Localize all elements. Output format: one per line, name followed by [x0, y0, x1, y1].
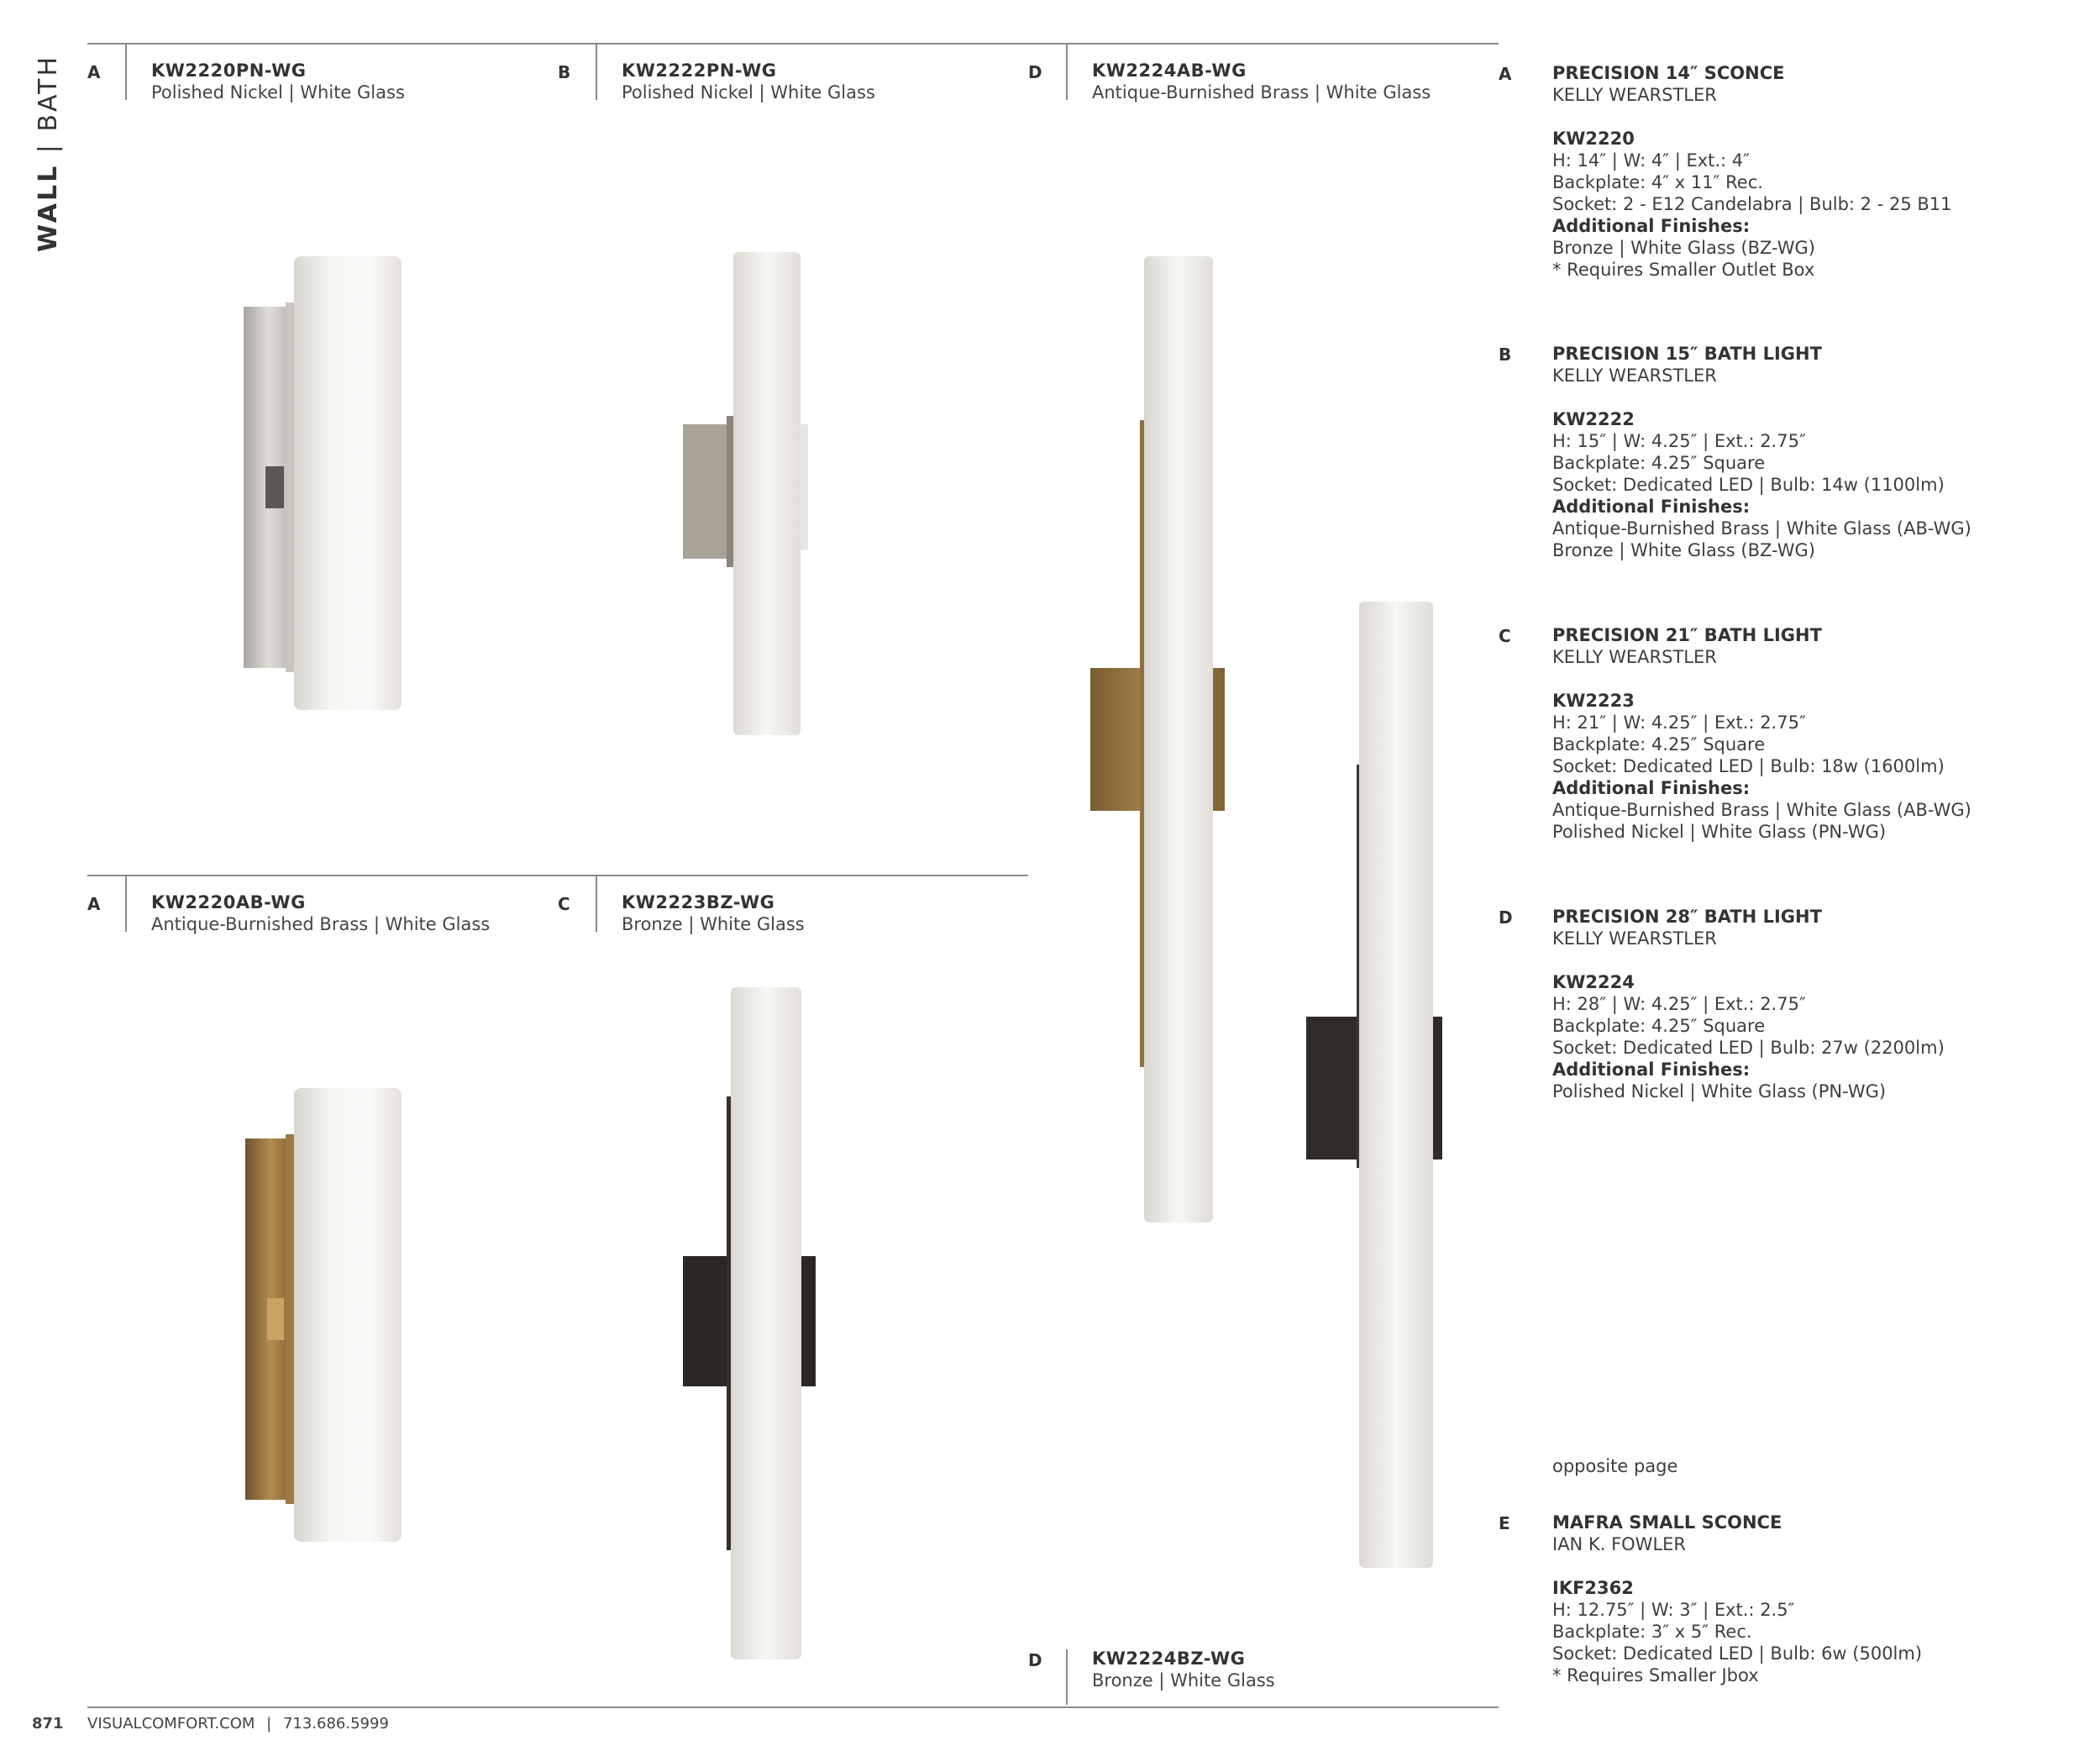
bottom-rule — [87, 1706, 1499, 1708]
spec-designer: KELLY WEARSTLER — [1552, 365, 1717, 386]
product-letter: D — [1028, 1650, 1042, 1670]
spec-note: * Requires Smaller Jbox — [1552, 1665, 1759, 1685]
spec-socket: Socket: 2 - E12 Candelabra | Bulb: 2 - 25 B11 — [1552, 194, 1952, 214]
spec-block — [1552, 624, 2090, 843]
spec-model: KW2222 — [1552, 409, 1635, 429]
spec-letter: D — [1499, 907, 1513, 928]
spec-letter: B — [1499, 344, 1512, 365]
spec-block — [1552, 343, 2090, 561]
product-finish: Antique-Burnished Brass | White Glass — [1092, 82, 1431, 103]
spec-dimensions: H: 28″ | W: 4.25″ | Ext.: 2.75″ — [1552, 994, 1806, 1014]
product-finish: Polished Nickel | White Glass — [622, 82, 875, 103]
spec-backplate: Backplate: 4.25″ Square — [1552, 1016, 1766, 1036]
product-code: KW2223BZ-WG — [622, 892, 775, 912]
spec-block — [1552, 62, 2090, 281]
opposite-page-label — [1552, 1455, 2090, 1477]
spec-name: PRECISION 21″ BATH LIGHT — [1552, 625, 1822, 645]
footer-separator: | — [266, 1715, 272, 1733]
spec-backplate: Backplate: 4.25″ Square — [1552, 453, 1766, 473]
footer-contact — [87, 1715, 389, 1733]
spec-model: KW2224 — [1552, 972, 1635, 992]
product-caption — [151, 60, 405, 103]
spec-designer: KELLY WEARSTLER — [1552, 928, 1717, 949]
sconce-kw2220ab-image — [235, 1075, 420, 1563]
spec-finish: Antique-Burnished Brass | White Glass (AB-WG) — [1552, 800, 1971, 820]
product-caption — [622, 892, 805, 934]
top-rule — [87, 43, 1499, 45]
spec-finish: Bronze | White Glass (BZ-WG) — [1552, 540, 1815, 560]
spec-note: * Requires Smaller Outlet Box — [1552, 260, 1815, 280]
section-label-separator: | — [34, 142, 63, 154]
spec-designer: KELLY WEARSTLER — [1552, 647, 1717, 667]
spec-model: KW2223 — [1552, 691, 1635, 711]
section-label — [34, 55, 63, 252]
section-label-bold: WALL — [34, 163, 63, 252]
product-code: KW2222PN-WG — [622, 60, 777, 81]
spec-designer: IAN K. FOWLER — [1552, 1534, 1686, 1554]
spec-name: PRECISION 14″ SCONCE — [1552, 63, 1785, 83]
spec-block — [1552, 906, 2090, 1102]
product-finish: Bronze | White Glass — [1092, 1670, 1275, 1691]
product-caption — [151, 892, 490, 934]
opposite-label: opposite page — [1552, 1456, 1678, 1476]
spec-backplate: Backplate: 3″ x 5″ Rec. — [1552, 1622, 1752, 1642]
product-caption — [1092, 1648, 1275, 1691]
caption-divider — [125, 45, 127, 100]
sconce-kw2220pn-image — [235, 244, 420, 731]
product-code: KW2220PN-WG — [151, 60, 307, 81]
caption-divider — [125, 876, 127, 932]
spec-finishes-label: Additional Finishes: — [1552, 497, 1751, 517]
spec-letter: E — [1499, 1513, 1510, 1533]
spec-backplate: Backplate: 4.25″ Square — [1552, 734, 1766, 755]
product-caption — [1092, 60, 1431, 103]
product-letter: C — [558, 894, 570, 914]
middle-rule — [87, 875, 1028, 876]
spec-socket: Socket: Dedicated LED | Bulb: 14w (1100lm) — [1552, 475, 1945, 495]
product-code: KW2224AB-WG — [1092, 60, 1247, 81]
spec-name: PRECISION 15″ BATH LIGHT — [1552, 344, 1822, 364]
spec-dimensions: H: 12.75″ | W: 3″ | Ext.: 2.5″ — [1552, 1600, 1795, 1620]
sconce-kw2223bz-image — [676, 983, 819, 1664]
product-finish: Antique-Burnished Brass | White Glass — [151, 914, 491, 934]
sconce-kw2224ab-image — [1088, 252, 1239, 1227]
product-letter: D — [1028, 62, 1042, 82]
spec-block — [1552, 1512, 2090, 1686]
spec-socket: Socket: Dedicated LED | Bulb: 18w (1600lm) — [1552, 756, 1945, 776]
spec-designer: KELLY WEARSTLER — [1552, 85, 1717, 105]
product-letter: A — [87, 62, 101, 82]
spec-finish: Polished Nickel | White Glass (PN-WG) — [1552, 822, 1887, 842]
spec-dimensions: H: 21″ | W: 4.25″ | Ext.: 2.75″ — [1552, 712, 1806, 733]
product-finish: Polished Nickel | White Glass — [151, 82, 405, 103]
spec-socket: Socket: Dedicated LED | Bulb: 27w (2200lm) — [1552, 1038, 1945, 1058]
spec-letter: C — [1499, 626, 1511, 646]
caption-divider — [596, 45, 597, 100]
spec-finishes-label: Additional Finishes: — [1552, 1060, 1751, 1080]
spec-model: KW2220 — [1552, 129, 1635, 149]
footer-site: VISUALCOMFORT.COM — [87, 1715, 255, 1733]
product-caption — [622, 60, 875, 103]
spec-socket: Socket: Dedicated LED | Bulb: 6w (500lm) — [1552, 1643, 1923, 1664]
caption-divider — [1066, 45, 1068, 100]
caption-divider — [1066, 1649, 1068, 1705]
spec-dimensions: H: 15″ | W: 4.25″ | Ext.: 2.75″ — [1552, 431, 1806, 451]
spec-finishes-label: Additional Finishes: — [1552, 216, 1751, 236]
spec-name: MAFRA SMALL SCONCE — [1552, 1512, 1782, 1533]
product-letter: A — [87, 894, 101, 914]
spec-finishes-label: Additional Finishes: — [1552, 778, 1751, 798]
product-finish: Bronze | White Glass — [622, 914, 805, 934]
spec-letter: A — [1499, 64, 1512, 84]
page-number: 871 — [32, 1715, 64, 1733]
spec-finish: Polished Nickel | White Glass (PN-WG) — [1552, 1081, 1887, 1102]
spec-finish: Bronze | White Glass (BZ-WG) — [1552, 238, 1815, 258]
caption-divider — [596, 876, 597, 932]
product-code: KW2220AB-WG — [151, 892, 306, 912]
spec-backplate: Backplate: 4″ x 11″ Rec. — [1552, 172, 1763, 192]
sconce-kw2224bz-image — [1302, 597, 1445, 1571]
product-code: KW2224BZ-WG — [1092, 1648, 1246, 1669]
product-letter: B — [558, 62, 571, 82]
footer-phone: 713.686.5999 — [282, 1715, 389, 1733]
spec-dimensions: H: 14″ | W: 4″ | Ext.: 4″ — [1552, 150, 1751, 171]
sconce-kw2222pn-image — [676, 248, 819, 744]
spec-model: IKF2362 — [1552, 1578, 1634, 1598]
section-label-light: BATH — [34, 54, 63, 132]
spec-name: PRECISION 28″ BATH LIGHT — [1552, 907, 1822, 927]
spec-finish: Antique-Burnished Brass | White Glass (AB-WG) — [1552, 518, 1971, 539]
